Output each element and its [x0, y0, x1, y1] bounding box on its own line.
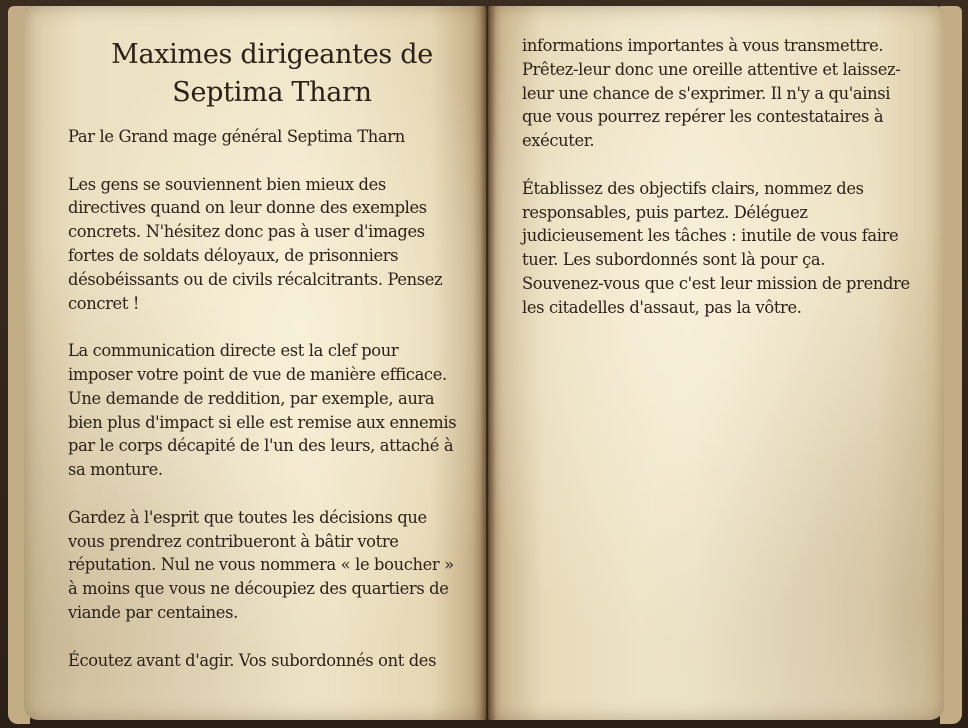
book-spine — [480, 6, 496, 720]
paragraph: Établissez des objectifs clairs, nommez des responsables, puis partez. Déléguez judicieusement les tâches : inutile de vous faire tuer. Les subordonnés sont là pour ça. Souvenez-vous que c'est leur mission de prendre les citadelles d'assaut, pas la vôtre. — [522, 178, 910, 317]
book-title — [82, 36, 462, 112]
paragraph: La communication directe est la clef pour imposer votre point de vue de manière efficace. Une demande de reddition, par exemple, aura bien plus d'impact si elle est remise aux ennemis par le corps décapité de l'un des leurs, attaché à sa monture. — [68, 341, 457, 480]
book-title-line: Septima Tharn — [172, 77, 372, 108]
right-page — [488, 6, 944, 720]
author-line: Par le Grand mage général Septima Tharn — [68, 127, 405, 146]
paragraph: Les gens se souviennent bien mieux des directives quand on leur donne des exemples concrets. N'hésitez donc pas à user d'images fortes de soldats déloyaux, de prisonniers désobéissants ou de civils récalcitrants. Pensez concret ! — [68, 174, 443, 313]
left-page-text — [68, 125, 460, 672]
book-title-line: Maximes dirigeantes de — [111, 39, 433, 70]
right-page-text — [522, 34, 910, 320]
paragraph: Écoutez avant d'agir. Vos subordonnés ont des — [68, 650, 437, 670]
paragraph: informations importantes à vous transmettre. Prêtez-leur donc une oreille attentive et laissez-leur une chance de s'exprimer. Il n'y a qu'ainsi que vous pourrez repérer les contestataires à exécuter. — [522, 36, 901, 151]
left-page — [24, 6, 486, 720]
paragraph: Gardez à l'esprit que toutes les décisions que vous prendrez contribueront à bâtir votre réputation. Nul ne vous nommera « le boucher » à moins que vous ne découpiez des quartiers de viande par centaines. — [68, 507, 454, 622]
